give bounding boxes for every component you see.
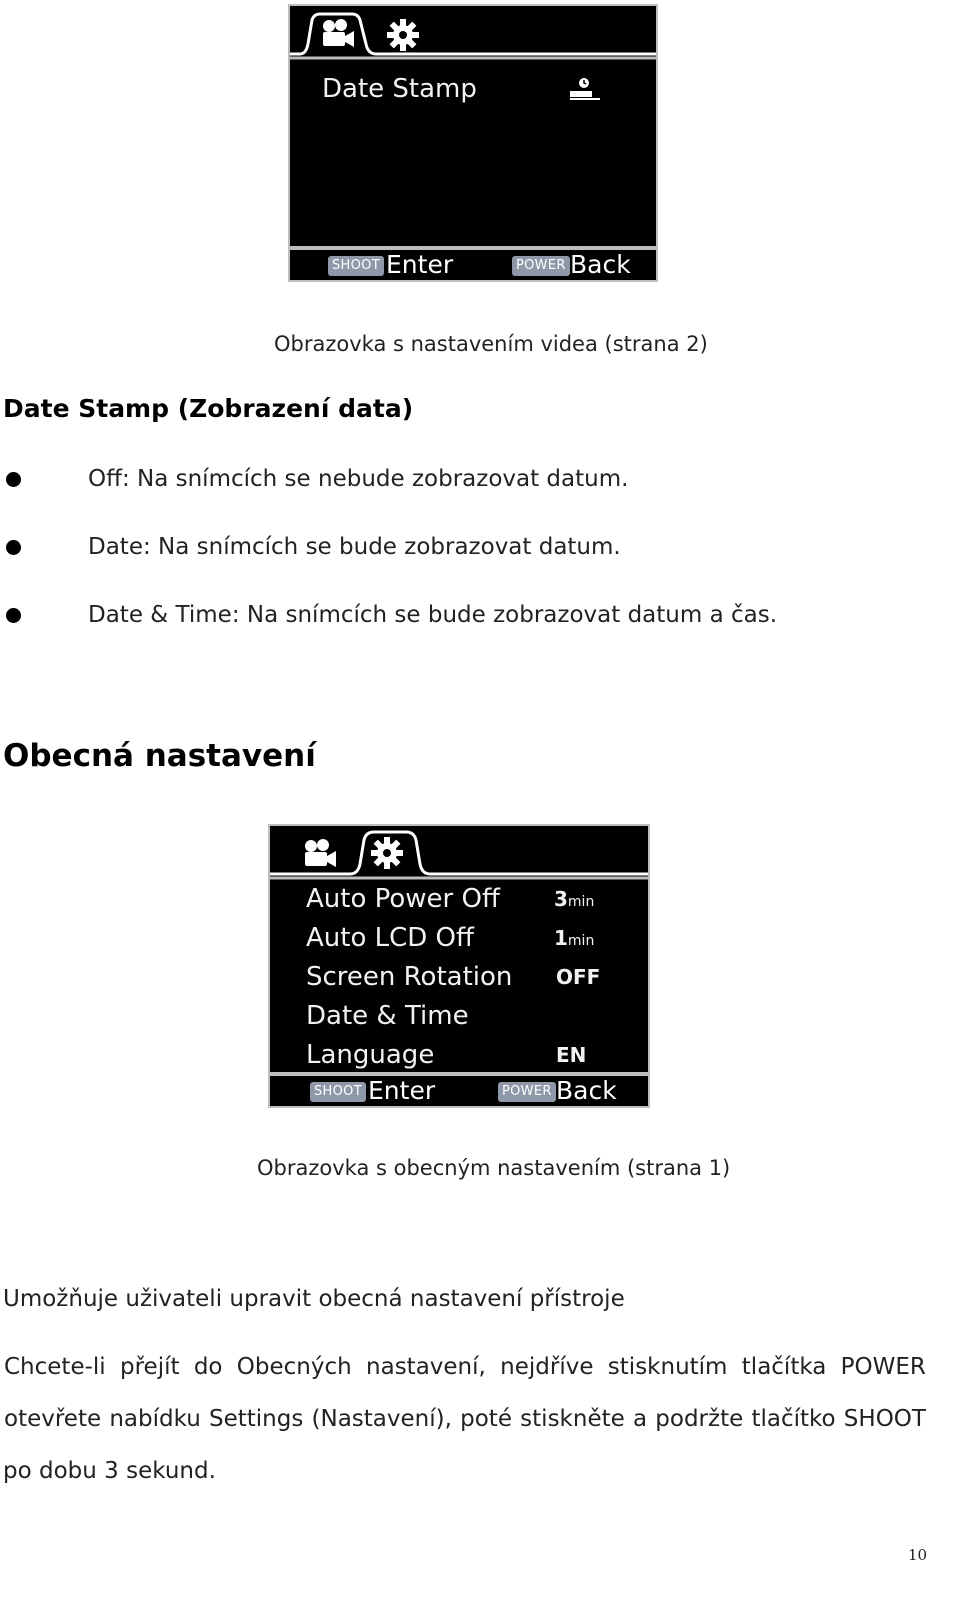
screen-footer [290, 246, 656, 280]
back-label[interactable]: Back [570, 250, 631, 279]
power-badge: POWER [498, 1082, 556, 1102]
menu-item-label: Date Stamp [322, 74, 477, 104]
menu-item-language[interactable] [270, 1038, 648, 1072]
description-text: Umožňuje uživateli upravit obecná nastavení přístroje [3, 1286, 625, 1312]
date-stamp-icon [566, 77, 602, 103]
menu-item-screen-rotation[interactable] [270, 960, 648, 994]
back-label[interactable]: Back [556, 1076, 617, 1105]
menu-item-auto-power-off[interactable] [270, 882, 648, 916]
bullet-icon [6, 540, 21, 555]
menu-item-date-time[interactable] [270, 999, 648, 1033]
section-heading: Date Stamp (Zobrazení data) [3, 394, 414, 423]
menu-item-label: Date & Time [306, 1001, 469, 1031]
menu-item-value: OFF [556, 965, 601, 989]
instruction-line: otevřete nabídku Settings (Nastavení), poté stiskněte a podržte tlačítko SHOOT [4, 1406, 926, 1432]
shoot-badge: SHOOT [328, 256, 384, 276]
section-heading: Obecná nastavení [3, 738, 316, 774]
menu-item-value: 1min [554, 926, 595, 950]
list-item: Off: Na snímcích se nebude zobrazovat datum. [88, 466, 629, 492]
bullet-icon [6, 472, 21, 487]
bullet-icon [6, 608, 21, 623]
menu-item-value: 3min [554, 887, 595, 911]
enter-label[interactable]: Enter [368, 1076, 436, 1105]
video-camera-icon[interactable] [302, 838, 338, 868]
menu-item-date-stamp[interactable] [290, 72, 656, 106]
menu-item-auto-lcd-off[interactable] [270, 921, 648, 955]
menu-item-label: Language [306, 1040, 435, 1070]
gear-icon[interactable] [386, 18, 420, 52]
list-item: Date: Na snímcích se bude zobrazovat datum. [88, 534, 621, 560]
page-number: 10 [908, 1546, 928, 1564]
list-item: Date & Time: Na snímcích se bude zobrazovat datum a čas. [88, 602, 778, 628]
menu-item-value: EN [556, 1043, 587, 1067]
video-camera-icon[interactable] [320, 18, 356, 48]
menu-item-label: Screen Rotation [306, 962, 513, 992]
instruction-line: po dobu 3 sekund. [3, 1458, 216, 1484]
general-settings-screen [268, 824, 650, 1108]
enter-label[interactable]: Enter [386, 250, 454, 279]
screen-footer [270, 1072, 648, 1106]
figure-caption: Obrazovka s nastavením videa (strana 2) [274, 332, 708, 356]
video-settings-screen [288, 4, 658, 282]
gear-icon[interactable] [370, 836, 404, 870]
figure-caption: Obrazovka s obecným nastavením (strana 1) [257, 1156, 731, 1180]
power-badge: POWER [512, 256, 570, 276]
instruction-line: Chcete-li přejít do Obecných nastavení, nejdříve stisknutím tlačítka POWER [4, 1354, 926, 1380]
shoot-badge: SHOOT [310, 1082, 366, 1102]
menu-item-label: Auto Power Off [306, 884, 500, 914]
menu-item-label: Auto LCD Off [306, 923, 474, 953]
